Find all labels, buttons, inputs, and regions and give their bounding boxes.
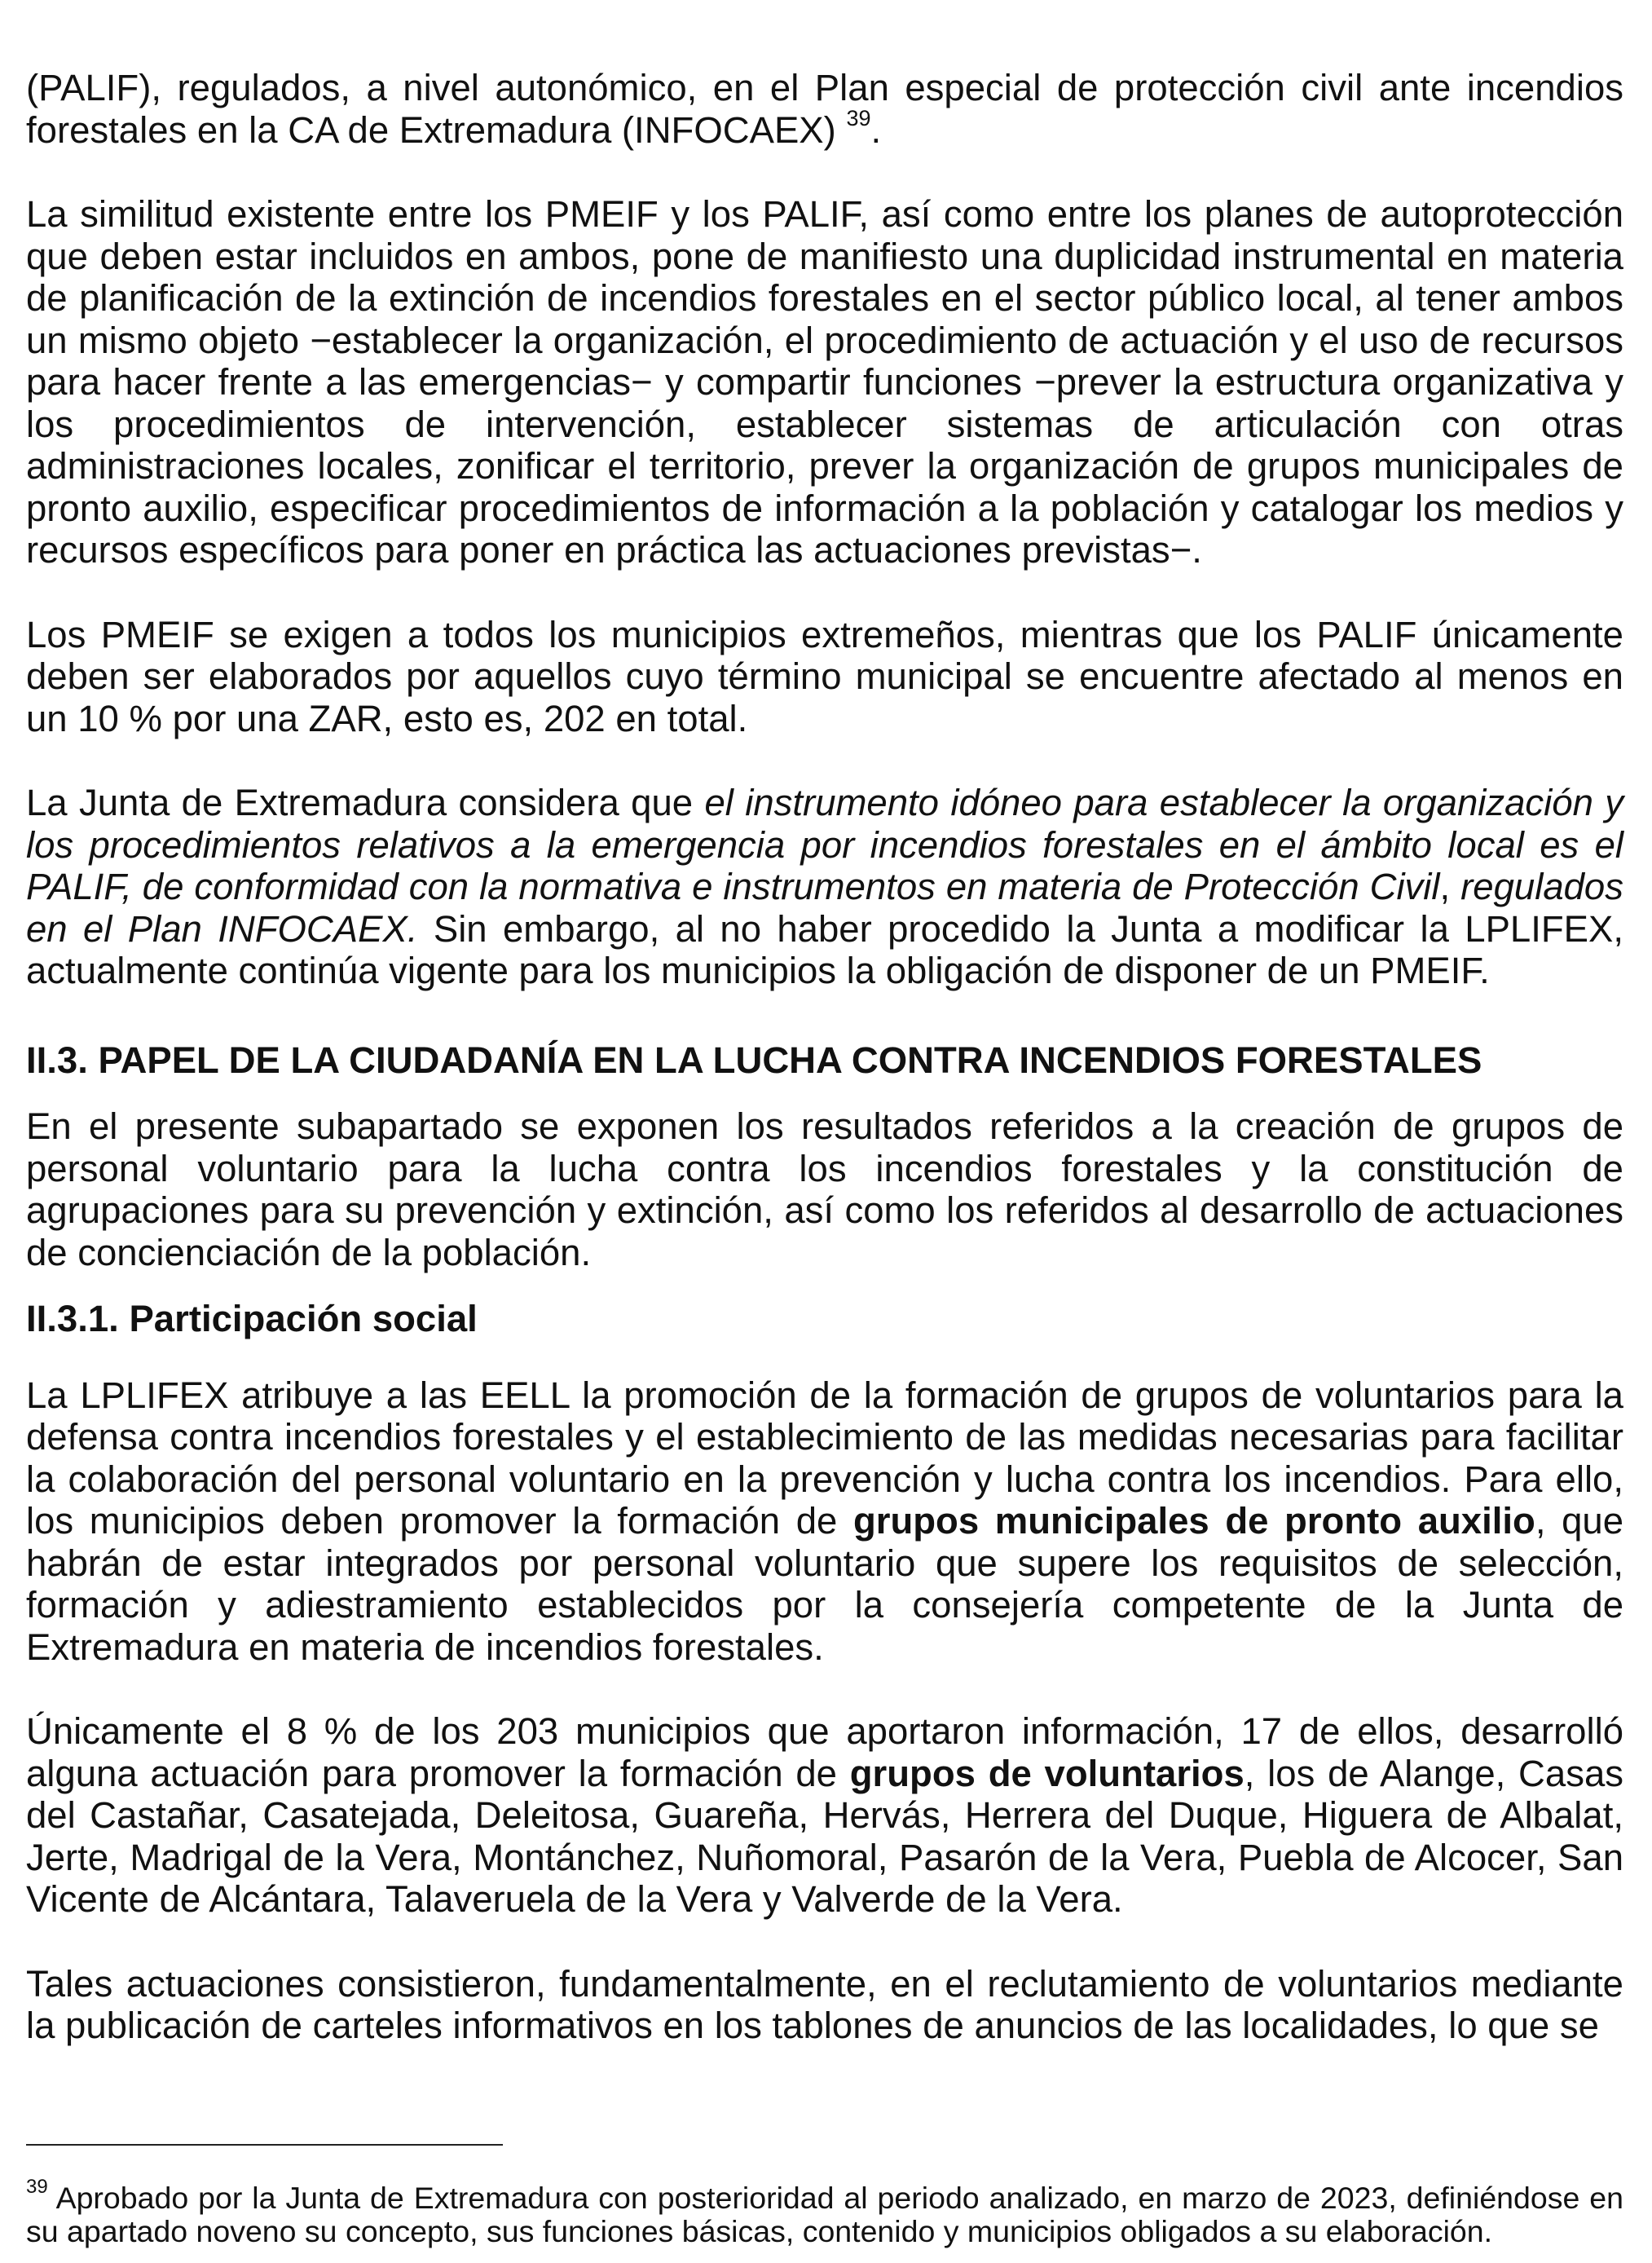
quote-plan-infocaex: regulados en el Plan INFOCAEX. (26, 866, 1623, 950)
paragraph-subapartado: En el presente subapartado se exponen los resultados referidos a la creación de grupos de personal voluntario para la lucha contra los incendios forestales y la constitución de agrupaciones para su prevención y extinción, así como los referidos al desarrollo de actuaciones de concienciación de la población. (26, 1105, 1623, 1273)
footnote-ref-39[interactable]: 39 (846, 106, 871, 131)
paragraph-municipios-voluntarios: Únicamente el 8 % de los 203 municipios que aportaron información, 17 de ellos, desarrolló alguna actuación para promover la formación de grupos de voluntarios, los de Alange, Casas del Castañar, Casatejada, Deleitosa, Guareña, Hervás, Herrera del Duque, Higuera de Albalat, Jerte, Madrigal de la Vera, Montánchez, Nuñomoral, Pasarón de la Vera, Puebla de Alcocer, San Vicente de Alcántara, Talaveruela de la Vera y Valverde de la Vera. (26, 1710, 1623, 1920)
document-body (26, 67, 1623, 2047)
paragraph-actuaciones: Tales actuaciones consistieron, fundamentalmente, en el reclutamiento de voluntarios mediante la publicación de carteles informativos en los tablones de anuncios de las localidades, lo que se (26, 1962, 1623, 2046)
section-heading: II.3. PAPEL DE LA CIUDADANÍA EN LA LUCHA CONTRA INCENDIOS FORESTALES (26, 1039, 1482, 1081)
paragraph-lplifex: La LPLIFEX atribuye a las EELL la promoción de la formación de grupos de voluntarios para la defensa contra incendios forestales y el establecimiento de las medidas necesarias para facilitar la colaboración del personal voluntario en la prevención y lucha contra los incendios. Para ello, los municipios deben promover la formación de grupos municipales de pronto auxilio, que habrán de estar integrados por personal voluntario que supere los requisitos de selección, formación y adiestramiento establecidos por la consejería competente de la Junta de Extremadura en materia de incendios forestales. (26, 1374, 1624, 1668)
paragraph-junta-considera: La Junta de Extremadura considera que el instrumento idóneo para establecer la organización y los procedimientos relativos a la emergencia por incendios forestales en el ámbito local es el PALIF, de conformidad con la normativa e instrumentos en materia de Protección Civil, regulados en el Plan INFOCAEX. Sin embargo, al no haber procedido la Junta a modificar la LPLIFEX, actualmente continúa vigente para los municipios la obligación de disponer de un PMEIF. (26, 782, 1624, 991)
paragraph-pmeif-palif: Los PMEIF se exigen a todos los municipios extremeños, mientras que los PALIF únicamente deben ser elaborados por aquellos cuyo término municipal se encuentre afectado al menos en un 10 % por una ZAR, esto es, 202 en total. (26, 613, 1623, 739)
paragraph-duplicidad: La similitud existente entre los PMEIF y los PALIF, así como entre los planes de autoprotección que deben estar incluidos en ambos, pone de manifiesto una duplicidad instrumental en materia de planificación de la extinción de incendios forestales en el sector público local, al tener ambos un mismo objeto −establecer la organización, el procedimiento de actuación y el uso de recursos para hacer frente a las emergencias− y compartir funciones −prever la estructura organizativa y los procedimientos de intervención, establecer sistemas de articulación con otras administraciones locales, zonificar el territorio, prever la organización de grupos municipales de pronto auxilio, especificar procedimientos de información a la población y catalogar los medios y recursos específicos para poner en práctica las actuaciones previstas−. (26, 193, 1623, 571)
highlight-grupos-voluntarios: grupos de voluntarios (849, 1752, 1245, 1794)
footnote-number: 39 (26, 2175, 48, 2198)
paragraph-palif-intro: (PALIF), regulados, a nivel autonómico, en el Plan especial de protección civil ante incendios forestales en la CA de Extremadura (INFOCAEX) $^{39}$. (26, 67, 1623, 151)
highlight-grupos-pronto-auxilio: grupos municipales de pronto auxilio (852, 1500, 1535, 1542)
footnote-39: $^{39}$ Aprobado por la Junta de Extremadura con posterioridad al periodo analizado, en marzo de 2023, definiéndose en su apartado noveno su concepto, sus funciones básicas, contenido y municipios obligados a su elaboración. (26, 2175, 1623, 2248)
footnote-divider (26, 2144, 503, 2146)
quote-instrumento-idoneo: el instrumento idóneo para establecer la organización y los procedimientos relativos a la emergencia por incendios forestales en el ámbito local es el PALIF, de conformidad con la normativa e instrumentos en materia de Protección Civil (26, 782, 1624, 907)
subsection-heading: II.3.1. Participación social (26, 1298, 478, 1339)
